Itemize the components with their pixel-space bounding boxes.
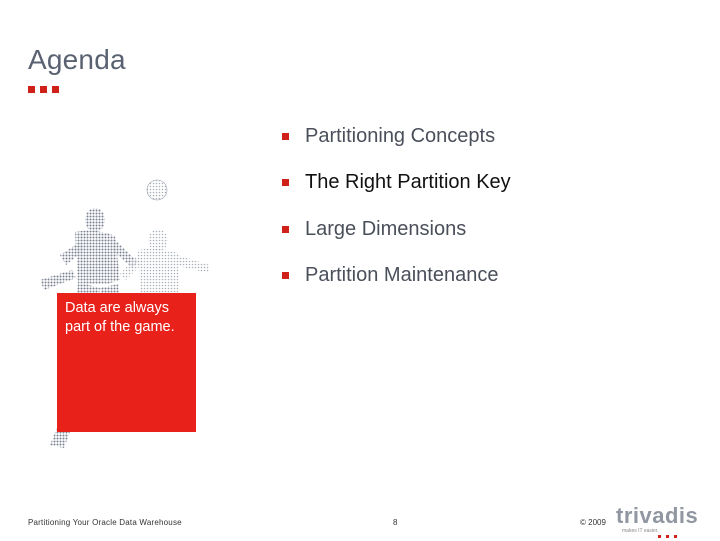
square-bullet-icon [282, 133, 289, 140]
trivadis-logo [616, 503, 699, 541]
logo-tagline: makes IT easier. [622, 528, 659, 534]
agenda-item-label: Large Dimensions [305, 217, 467, 240]
agenda-list [282, 122, 511, 308]
square-bullet-icon [282, 226, 289, 233]
logo-dot [666, 535, 669, 538]
callout-box [57, 293, 196, 432]
page-number: 8 [393, 518, 398, 527]
agenda-item-label: The Right Partition Key [305, 171, 511, 193]
logo-dot [658, 535, 661, 538]
agenda-item-label: Partitioning Concepts [305, 124, 496, 147]
agenda-item-active [282, 169, 511, 197]
accent-dot [28, 86, 35, 93]
slide-title: Agenda [28, 44, 126, 75]
square-bullet-icon [282, 179, 289, 186]
callout-text: Data are always part of the game. [65, 300, 175, 335]
copyright: © 2009 [580, 518, 606, 527]
agenda-item [282, 215, 511, 243]
footer-title: Partitioning Your Oracle Data Warehouse [28, 518, 182, 527]
logo-dot [674, 535, 677, 538]
accent-dot [52, 86, 59, 93]
logo-dots [658, 535, 677, 538]
logo-wordmark: trivadis [616, 503, 699, 528]
square-bullet-icon [282, 272, 289, 279]
agenda-item [282, 262, 511, 290]
accent-dot [40, 86, 47, 93]
agenda-item [282, 122, 511, 150]
agenda-item-label: Partition Maintenance [305, 264, 499, 286]
title-accent-dots [28, 86, 59, 93]
